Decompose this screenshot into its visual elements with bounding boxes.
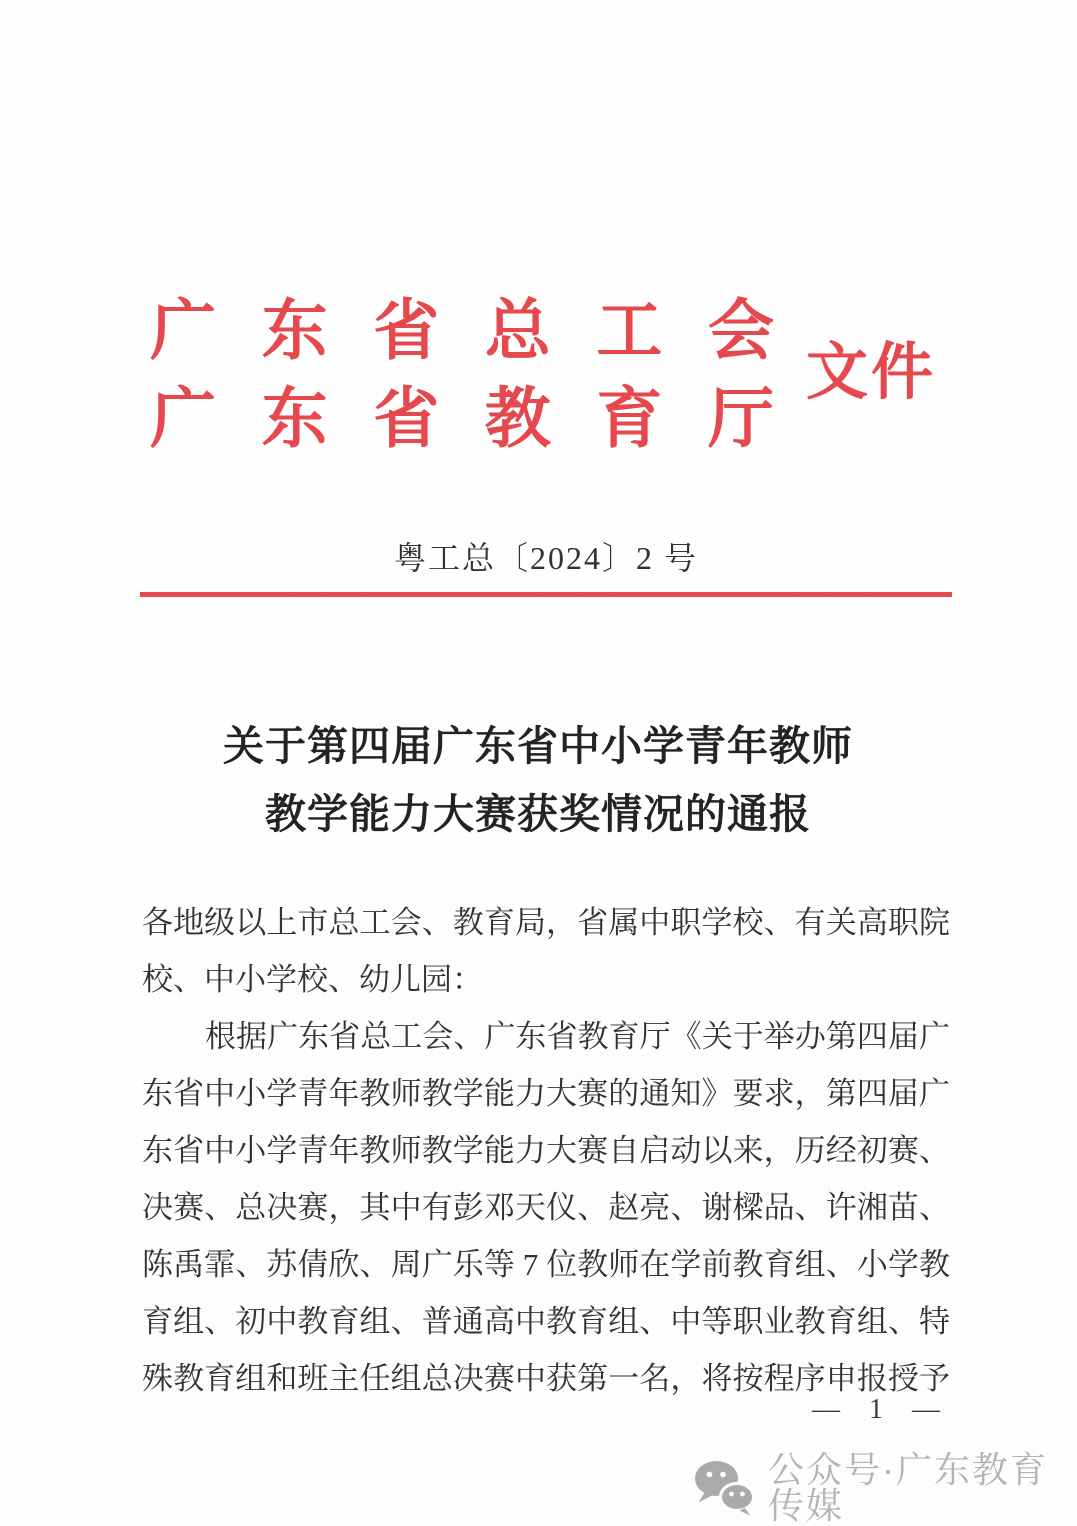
body-line: 殊教育组和班主任组总决赛中获第一名，将按程序申报授予 bbox=[142, 1361, 950, 1396]
body-text-block bbox=[142, 896, 950, 1409]
letterhead-doc-type-label: 文件 bbox=[806, 339, 937, 407]
body-line: 校、中小学校、幼儿园： bbox=[142, 962, 483, 997]
body-line: 根据广东省总工会、广东省教育厅《关于举办第四届广 bbox=[205, 1019, 950, 1054]
body-line: 各地级以上市总工会、教育局，省属中职学校、有关高职院 bbox=[142, 905, 950, 940]
red-divider-line bbox=[140, 592, 952, 597]
document-title-line1: 关于第四届广东省中小学青年教师 bbox=[223, 723, 853, 769]
body-line: 决赛、总决赛，其中有彭邓天仪、赵亮、谢樑品、许湘苗、 bbox=[142, 1190, 950, 1225]
watermark bbox=[692, 1449, 1077, 1526]
body-line: 东省中小学青年教师教学能力大赛自启动以来，历经初赛、 bbox=[142, 1133, 950, 1168]
page-number: — 1 — bbox=[812, 1394, 945, 1425]
body-line: 育组、初中教育组、普通高中教育组、中等职业教育组、特 bbox=[142, 1304, 950, 1339]
watermark-text: 公众号·广东教育传媒 bbox=[768, 1449, 1048, 1526]
body-line: 陈禹霏、苏倩欣、周广乐等 7 位教师在学前教育组、小学教 bbox=[142, 1247, 950, 1282]
letterhead-org-line1: 广东省总工会 bbox=[150, 295, 774, 368]
body-line: 东省中小学青年教师教学能力大赛的通知》要求，第四届广 bbox=[142, 1076, 950, 1111]
document-title-line2: 教学能力大赛获奖情况的通报 bbox=[265, 791, 811, 837]
document-number: 粤工总〔2024〕2 号 bbox=[393, 540, 698, 576]
wechat-icon bbox=[692, 1459, 756, 1517]
letterhead-org-line2: 广东省教育厅 bbox=[150, 383, 774, 456]
